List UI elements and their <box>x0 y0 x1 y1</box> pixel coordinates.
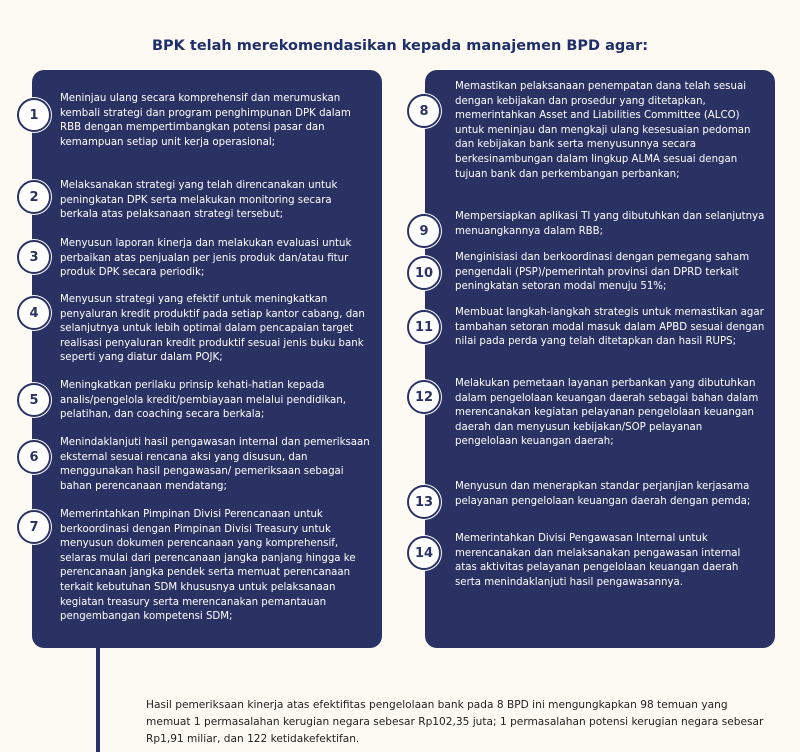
recommendation-text: Memastikan pelaksanaan penempatan dana telah sesuai dengan kebijakan dan prosedur yang ditetapkan, memerintahkan Asset and Liabilities Committee (ALCO) untuk meninjau dan mengkaji ulang kesesuaian pedoman dan kebijakan bank serta menyusunnya secara berkesinambungan dalam lingkup ALMA sesuai dengan tujuan bank dan perkembangan perbankan; <box>455 81 751 180</box>
recommendation-text: Menyusun strategi yang efektif untuk meningkatkan penyaluran kredit produktif pada setiap kantor cabang, dan selanjutnya untuk lebih optimal dalam pencapaian target realisasi penyaluran kredit produktif sesuai jenis buku bank seperti yang diatur dalam POJK; <box>60 294 365 364</box>
item-number-badge: 7 <box>17 510 51 544</box>
recommendation-text: Memerintahkan Pimpinan Divisi Perencanaan untuk berkoordinasi dengan Pimpinan Divisi Treasury untuk menyusun dokumen perencanaan yang komprehensif, selaras mulai dari perencanaan jangka panjang hingga ke perencanaan jangka pendek serta memuat perencanaan terkait kebutuhan SDM khususnya untuk pelaksanaan kegiatan treasury serta merencanakan pemantauan pengembangan kompetensi SDM; <box>60 509 356 623</box>
connector-line <box>96 648 100 752</box>
item-number-badge: 14 <box>407 536 441 570</box>
recommendation-text: Menyusun dan menerapkan standar perjanjian kerjasama pelayanan pengelolaan keuangan daerah dengan pemda; <box>455 481 751 507</box>
item-number-badge: 8 <box>407 94 441 128</box>
recommendation-text: Menindaklanjuti hasil pengawasan internal dan pemeriksaan eksternal sesuai rencana aksi yang disusun, dan menggunakan hasil pengawasan/ pemeriksaan sebagai bahan perencanaan mendatang; <box>60 437 370 492</box>
recommendation-text: Mempersiapkan aplikasi TI yang dibutuhkan dan selanjutnya menuangkannya dalam RBB; <box>455 211 765 237</box>
recommendation-text: Meninjau ulang secara komprehensif dan merumuskan kembali strategi dan program penghimpunan DPK dalam RBB dengan mempertimbangkan potensi pasar dan kemampuan setiap unit kerja operasional; <box>60 93 351 148</box>
summary-paragraph: Hasil pemeriksaan kinerja atas efektifitas pengelolaan bank pada 8 BPD ini mengungkapkan 98 temuan yang memuat 1 permasalahan kerugian negara sebesar Rp102,35 juta; 1 permasalahan potensi kerugian negara sebesar Rp1,91 miliar, dan 122 ketidakefektifan. <box>146 698 764 745</box>
item-number-badge: 4 <box>17 296 51 330</box>
item-number-badge: 3 <box>17 240 51 274</box>
item-number-badge: 10 <box>407 256 441 290</box>
item-number-badge: 12 <box>407 380 441 414</box>
item-number-badge: 11 <box>407 310 441 344</box>
item-number-badge: 2 <box>17 180 51 214</box>
item-number-badge: 1 <box>17 98 51 132</box>
recommendation-text: Menyusun laporan kinerja dan melakukan evaluasi untuk perbaikan atas penjualan per jenis produk dan/atau fitur produk DPK secara periodik; <box>60 238 352 279</box>
page-title: BPK telah merekomendasikan kepada manajemen BPD agar: <box>151 38 649 54</box>
recommendation-text: Melakukan pemetaan layanan perbankan yang dibutuhkan dalam pengelolaan keuangan daerah sebagai bahan dalam merencanakan kegiatan pelayanan pengelolaan keuangan daerah dan menyusun kebijakan/SOP pelayanan pengelolaan keuangan daerah; <box>455 378 759 448</box>
item-number-badge: 6 <box>17 440 51 474</box>
recommendation-text: Membuat langkah-langkah strategis untuk memastikan agar tambahan setoran modal masuk dalam APBD sesuai dengan nilai pada perda yang telah ditetapkan dan hasil RUPS; <box>455 307 765 348</box>
recommendation-text: Menginisiasi dan berkoordinasi dengan pemegang saham pengendali (PSP)/pemerintah provinsi dan DPRD terkait peningkatan setoran modal menuju 51%; <box>455 252 750 293</box>
item-number-badge: 5 <box>17 383 51 417</box>
item-number-badge: 9 <box>407 214 441 248</box>
item-number-badge: 13 <box>407 485 441 519</box>
recommendation-text: Memerintahkan Divisi Pengawasan Internal untuk merencanakan dan melaksanakan pengawasan internal atas aktivitas pelayanan pengelolaan keuangan daerah serta menindaklanjuti hasil pengawasannya. <box>455 533 741 588</box>
recommendation-text: Meningkatkan perilaku prinsip kehati-hatian kepada analis/pengelola kredit/pembiayaan melalui pendidikan, pelatihan, dan coaching secara berkala; <box>60 380 346 421</box>
recommendation-text: Melaksanakan strategi yang telah direncanakan untuk peningkatan DPK serta melakukan monitoring secara berkala atas pelaksanaan strategi tersebut; <box>60 180 338 221</box>
